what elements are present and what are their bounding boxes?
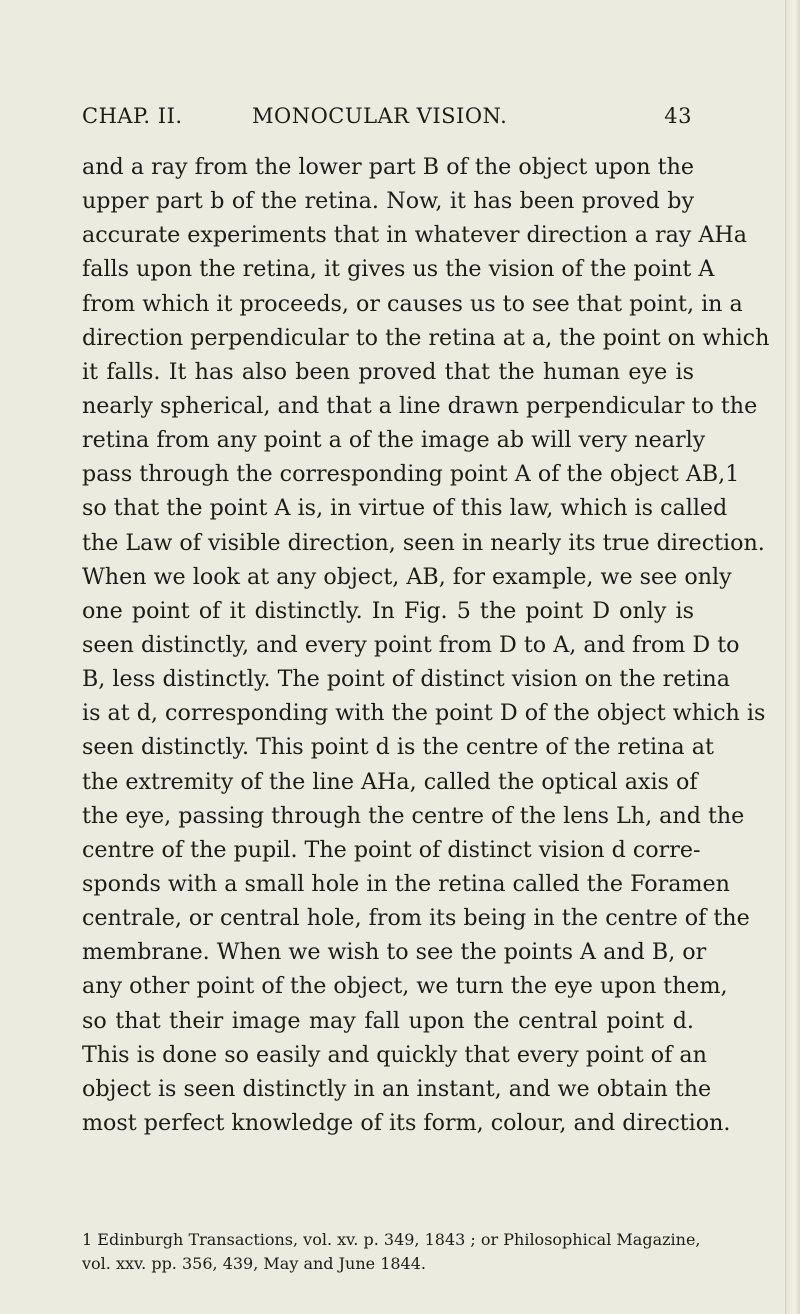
text-line: object is seen distinctly in an instant, and we obtain the xyxy=(82,1075,712,1102)
text-line: This is done so easily and quickly that every point of an xyxy=(82,1041,707,1068)
text-line: accurate experiments that in whatever direction a ray AHa xyxy=(82,222,747,249)
text-line: upper part b of the retina. Now, it has been proved by xyxy=(82,188,694,215)
chapter-label: CHAP. II. xyxy=(82,104,183,128)
text-line: the eye, passing through the centre of the lens Lh, and the xyxy=(82,802,745,829)
text-line: one point of it distinctly. In Fig. 5 the point D only is xyxy=(82,597,694,624)
footnote-line: 1 Edinburgh Transactions, vol. xv. p. 349, 1843 ; or Philosophical Magazine, xyxy=(82,1230,701,1249)
text-line: most perfect knowledge of its form, colour, and direction. xyxy=(82,1109,731,1136)
text-line: is at d, corresponding with the point D of the object which is xyxy=(82,700,766,727)
text-line: seen distinctly, and every point from D to A, and from D to xyxy=(82,631,740,658)
text-line: centrale, or central hole, from its being in the centre of the xyxy=(82,905,750,932)
text-line: so that their image may fall upon the central point d. xyxy=(82,1007,694,1034)
text-line: it falls. It has also been proved that the human eye is xyxy=(82,358,694,385)
text-line: so that the point A is, in virtue of this law, which is called xyxy=(82,495,728,522)
text-line: and a ray from the lower part B of the object upon the xyxy=(82,154,694,180)
text-line: pass through the corresponding point A of the object AB,1 xyxy=(82,461,740,488)
footnote xyxy=(82,1228,701,1276)
text-line: sponds with a small hole in the retina called the Foramen xyxy=(82,870,730,897)
text-line: the Law of visible direction, seen in nearly its true direction. xyxy=(82,529,765,556)
footnote-line: vol. xxv. pp. 356, 439, May and June 1844. xyxy=(82,1254,426,1273)
text-line: direction perpendicular to the retina at a, the point on which xyxy=(82,324,770,351)
body-text xyxy=(82,150,770,1140)
running-title: MONOCULAR VISION. xyxy=(252,104,508,128)
page-edge xyxy=(785,0,800,1314)
text-line: retina from any point a of the image ab will very nearly xyxy=(82,427,706,454)
text-line: from which it proceeds, or causes us to see that point, in a xyxy=(82,290,743,317)
text-line: membrane. When we wish to see the points A and B, or xyxy=(82,939,707,966)
running-header xyxy=(82,104,692,134)
text-line: falls upon the retina, it gives us the vision of the point A xyxy=(82,256,715,283)
text-line: the extremity of the line AHa, called the optical axis of xyxy=(82,768,698,795)
text-line: B, less distinctly. The point of distinct vision on the retina xyxy=(82,666,730,693)
text-line: any other point of the object, we turn the eye upon them, xyxy=(82,973,728,1000)
text-line: When we look at any object, AB, for example, we see only xyxy=(82,563,732,590)
text-line: seen distinctly. This point d is the centre of the retina at xyxy=(82,734,714,761)
text-line: nearly spherical, and that a line drawn perpendicular to the xyxy=(82,392,758,419)
page-number: 43 xyxy=(664,104,692,128)
text-line: centre of the pupil. The point of distinct vision d corre- xyxy=(82,836,701,863)
